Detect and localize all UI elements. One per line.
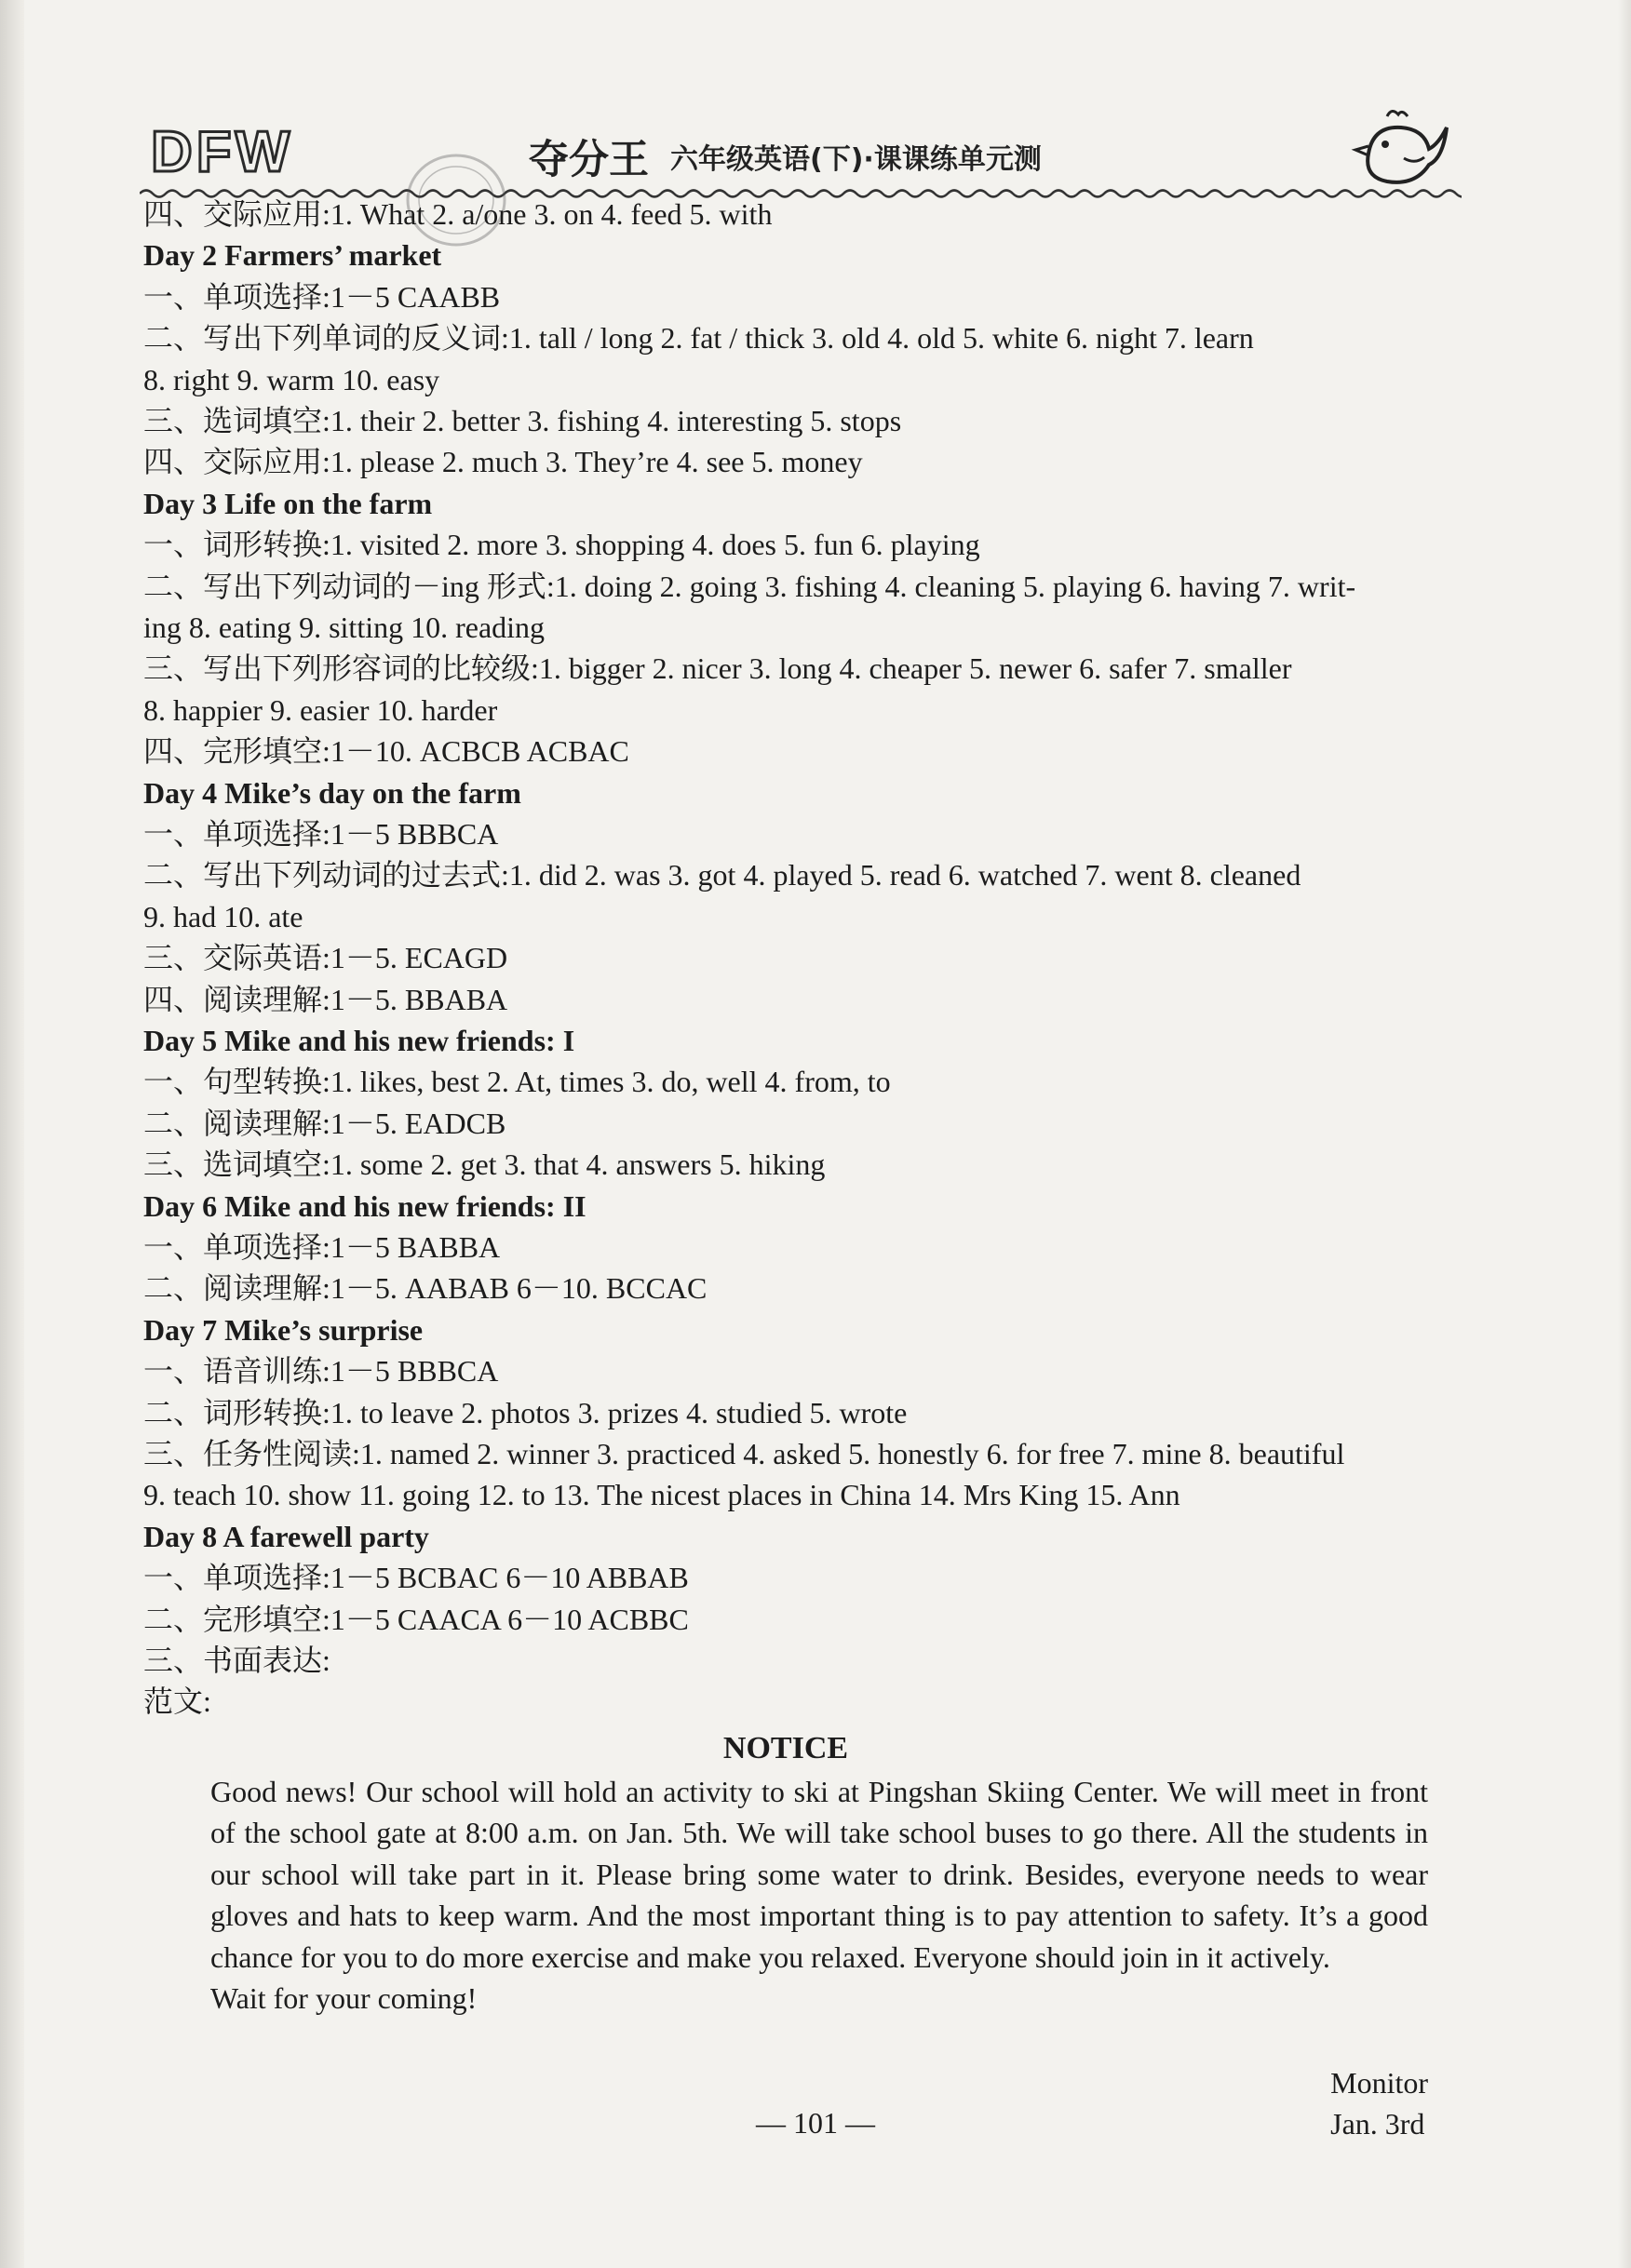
- day-heading: Day 6 Mike and his new friends: II: [143, 1188, 586, 1223]
- answer-line: 二、阅读理解:1－5. EADCB: [143, 1106, 506, 1140]
- answer-line: 三、书面表达:: [143, 1644, 330, 1677]
- answer-line: 二、词形转换:1. to leave 2. photos 3. prizes 4. studied 5. wrote: [143, 1395, 908, 1429]
- answer-line: 三、交际英语:1－5. ECAGD: [143, 941, 508, 975]
- notice-paragraph: Good news! Our school will hold an activity to ski at Pingshan Skiing Center. We will meet in front of the school gate at 8:00 a.m. on Jan. 5th. We will take school buses to go there. All the students in our school will take part in it. Please bring some water to drink. Besides, everyone needs to wear gloves and hats to keep warm. And the most important thing is to pay attention to safety. It’s a good chance for you to do more exercise and make you relaxed. Everyone should join in it actively.: [210, 1774, 1428, 1974]
- dfw-logo: DFW: [151, 120, 294, 184]
- answer-line: 四、交际应用:1. please 2. much 3. They’re 4. see 5. money: [143, 445, 863, 479]
- answer-line: 一、词形转换:1. visited 2. more 3. shopping 4. does 5. fun 6. playing: [143, 528, 980, 562]
- answer-line: 一、单项选择:1－5 BCBAC 6－10 ABBAB: [143, 1561, 689, 1595]
- answer-line: 二、写出下列动词的－ing 形式:1. doing 2. going 3. fishing 4. cleaning 5. playing 6. having 7. writ-: [143, 569, 1356, 603]
- answer-line: 二、完形填空:1－5 CAACA 6－10 ACBBC: [143, 1602, 689, 1636]
- page-number: — 101 —: [756, 2106, 875, 2140]
- answer-line: 8. happier 9. easier 10. harder: [143, 692, 498, 727]
- book-subtitle: 六年级英语(下)·课课练单元测: [670, 143, 1042, 176]
- answer-line: 8. right 9. warm 10. easy: [143, 362, 440, 396]
- answer-line: 一、单项选择:1－5 CAABB: [143, 279, 501, 314]
- answer-line: 四、完形填空:1－10. ACBCB ACBAC: [143, 734, 629, 769]
- answer-line: 二、写出下列单词的反义词:1. tall / long 2. fat / thick 3. old 4. old 5. white 6. night 7. learn: [143, 321, 1254, 356]
- answer-line: 四、阅读理解:1－5. BBABA: [143, 982, 508, 1016]
- notice-body: [143, 1771, 1428, 2020]
- day-heading: Day 7 Mike’s surprise: [143, 1312, 424, 1347]
- answer-line: ing 8. eating 9. sitting 10. reading: [143, 611, 546, 644]
- day-heading: Day 2 Farmers’ market: [143, 238, 442, 273]
- answer-line: 一、单项选择:1－5 BABBA: [143, 1230, 501, 1264]
- notice-closing: Wait for your coming!: [210, 1981, 478, 2016]
- signer: Monitor: [1330, 2066, 1428, 2100]
- brand-title: 夺分王: [529, 137, 649, 183]
- page-header: [140, 112, 1462, 200]
- answer-line: 三、选词填空:1. their 2. better 3. fishing 4. interesting 5. stops: [143, 404, 902, 437]
- bird-icon: [1350, 107, 1452, 191]
- answer-line: 一、语音训练:1－5 BBBCA: [143, 1354, 499, 1389]
- answer-line: 三、任务性阅读:1. named 2. winner 3. practiced 4. asked 5. honestly 6. for free 7. mine 8. beautiful: [143, 1437, 1345, 1470]
- day-heading: Day 3 Life on the farm: [143, 486, 433, 520]
- answer-line: 三、选词填空:1. some 2. get 3. that 4. answers 5. hiking: [143, 1147, 826, 1182]
- day-heading: Day 4 Mike’s day on the farm: [143, 775, 521, 810]
- notice-date: Jan. 3rd: [1330, 2107, 1425, 2141]
- notice-title: NOTICE: [722, 1730, 849, 1765]
- answer-line: 三、写出下列形容词的比较级:1. bigger 2. nicer 3. long 4. cheaper 5. newer 6. safer 7. smaller: [143, 651, 1292, 686]
- answer-line: 9. had 10. ate: [143, 899, 303, 933]
- day-heading: Day 5 Mike and his new friends: I: [143, 1024, 575, 1057]
- answer-line: 一、句型转换:1. likes, best 2. At, times 3. do, well 4. from, to: [143, 1065, 891, 1099]
- answer-line: 9. teach 10. show 11. going 12. to 13. The nicest places in China 14. Mrs King 15. Ann: [143, 1478, 1180, 1512]
- answer-line: 范文:: [143, 1684, 211, 1719]
- answer-line: 二、写出下列动词的过去式:1. did 2. was 3. got 4. played 5. read 6. watched 7. went 8. cleaned: [143, 858, 1301, 892]
- day-heading: Day 8 A farewell party: [143, 1519, 429, 1553]
- answer-line: 一、单项选择:1－5 BBBCA: [143, 817, 499, 851]
- answer-line: 四、交际应用:1. What 2. a/one 3. on 4. feed 5. with: [143, 197, 773, 231]
- answer-line: 二、阅读理解:1－5. AABAB 6－10. BCCAC: [143, 1271, 708, 1306]
